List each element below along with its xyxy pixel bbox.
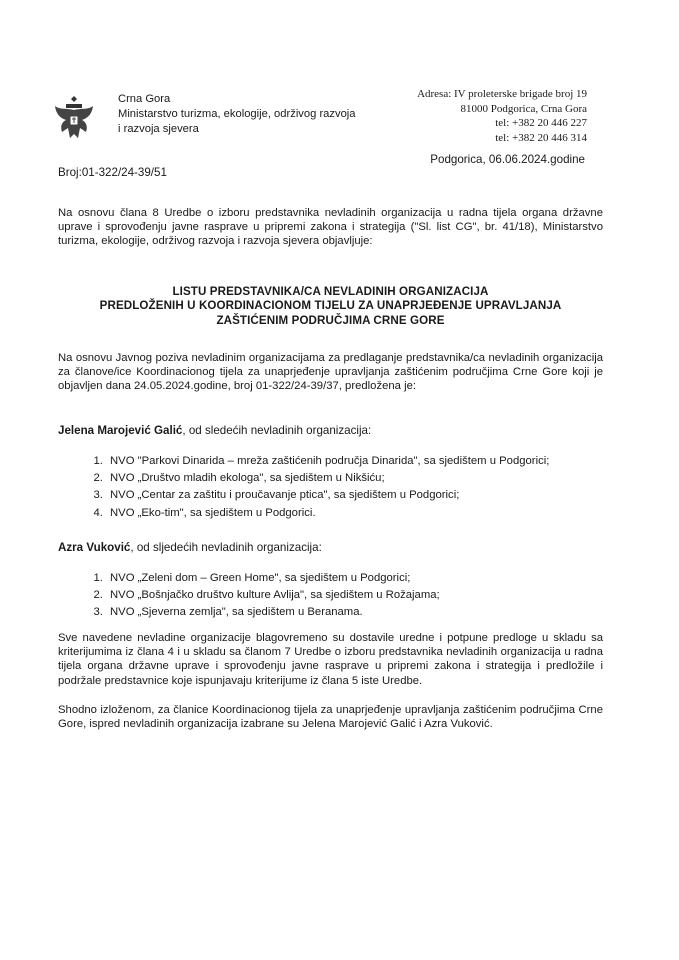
public-call-paragraph: Na osnovu Javnog poziva nevladinim organizacijama za predlaganje predstavnika/ca nevladinih organizacija za članove/ice Koordinacionog tijela za unaprjeđenje upravljanja zaštićenim područjima Crne Gore koji je objavljen dana 24.05.2024.godine, broj 01-322/24-39/37, predložena je: [58,352,603,393]
phone-line-2: tel: +382 20 446 314 [495,131,587,144]
list-item: 2. NVO „Bošnjačko društvo kulture Avlija", sa sjedištem u Rožajama; [106,587,440,604]
nominee-suffix: , od sledećih nevladinih organizacija: [182,424,372,437]
nominee-heading [58,424,371,437]
phone-line-1: tel: +382 20 446 227 [495,117,587,130]
nominee-name: Jelena Marojević Galić [58,424,183,437]
nominee-heading [58,541,322,554]
address-block [417,87,587,145]
document-title [58,285,603,328]
title-line-3: ZAŠTIĆENIM PODRUČJIMA CRNE GORE [216,313,445,327]
ministry-line-1: Crna Gora [118,93,171,105]
ministry-line-3: i razvoja sjevera [118,123,199,135]
list-item: 2. NVO „Društvo mladih ekologa", sa sjedištem u Nikšiću; [106,470,549,487]
nominee-organization-list [82,570,440,622]
ministry-line-2: Ministarstvo turizma, ekologije, održivog razvoja [118,108,356,120]
ministry-name-block [118,92,356,137]
summary-paragraph: Sve navedene nevladine organizacije blagovremeno su dostavile uredne i potpune predloge u skladu sa kriterijumima iz člana 4 i u skladu sa članom 7 Uredbe o izboru predstavnika nevladinih organizacija u radna tijela organa državne uprave i sprovođenju javne rasprave u pripremi zakona i strategija i predložile i podržale predstavnice koje ispunjavaju kriterijume iz člana 5 iste Uredbe. [58,632,603,687]
list-item: 4. NVO „Eko-tim", sa sjedištem u Podgorici. [106,505,549,522]
address-line-1: Adresa: IV proleterske brigade broj 19 [417,88,587,100]
list-item: 3. NVO „Centar za zaštitu i proučavanje ptica", sa sjedištem u Podgorici; [106,487,549,504]
montenegro-coat-of-arms-icon [52,92,96,144]
list-item: 1. NVO "Parkovi Dinarida – mreža zaštićenih područja Dinarida", sa sjedištem u Podgorici; [106,453,549,470]
title-line-2: PREDLOŽENIH U KOORDINACIONOM TIJELU ZA UNAPRJEĐENJE UPRAVLJANJA [99,299,562,313]
conclusion-paragraph: Shodno izloženom, za članice Koordinacionog tijela za unaprjeđenje upravljanja zaštićenim područjima Crne Gore, ispred nevladinih organizacija izabrane su Jelena Marojević Galić i Azra Vuković. [58,704,603,731]
intro-paragraph: Na osnovu člana 8 Uredbe o izboru predstavnika nevladinih organizacija u radna tijela organa državne uprave i sprovođenju javne rasprave u pripremi zakona i strategija ("Sl. list CG", br. 41/18), Ministarstvo turizma, ekologije, održivog razvoja i razvoja sjevera objavljuje: [58,207,603,248]
address-line-2: 81000 Podgorica, Crna Gora [460,102,587,115]
title-line-1: LISTU PREDSTAVNIKA/CA NEVLADINIH ORGANIZACIJA [172,285,489,298]
list-item: 3. NVO „Sjeverna zemlja", sa sjedištem u Beranama. [106,604,440,621]
nominee-suffix: , od sljedećih nevladinih organizacija: [130,541,322,554]
nominee-organization-list [82,453,549,522]
place-and-date: Podgorica, 06.06.2024.godine [430,153,585,166]
nominee-name: Azra Vuković [58,541,131,554]
list-item: 1. NVO „Zeleni dom – Green Home", sa sjedištem u Podgorici; [106,570,440,587]
reference-number: Broj:01-322/24-39/51 [58,166,167,179]
